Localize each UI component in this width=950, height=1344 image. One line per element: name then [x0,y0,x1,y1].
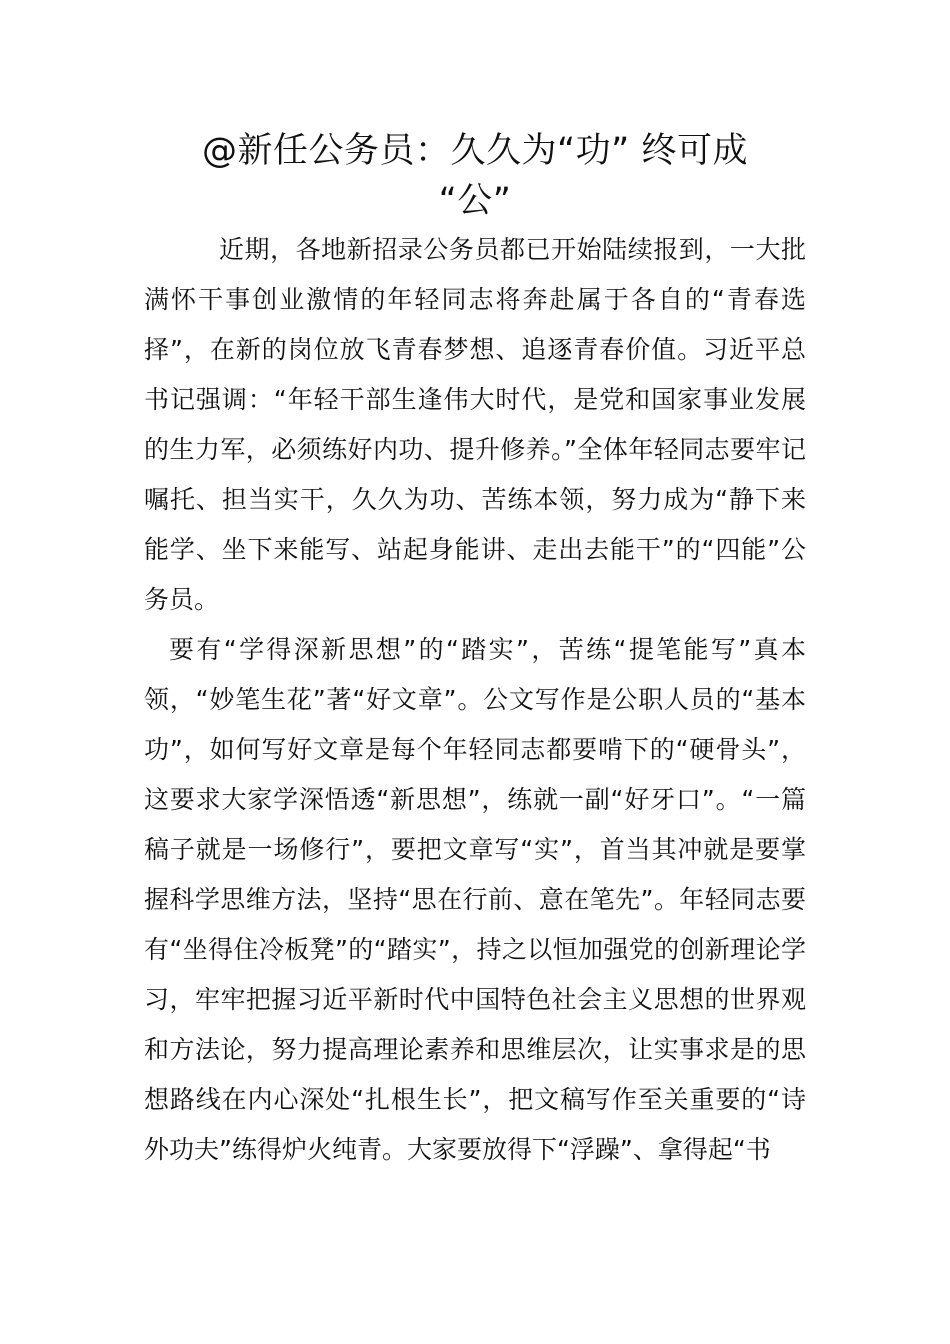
paragraph: 近期，各地新招录公务员都已开始陆续报到，一大批满怀干事创业激情的年轻同志将奔赴属于各自的“青春选择”，在新的岗位放飞青春梦想、追逐青春价值。习近平总书记强调：“年轻干部生逢伟大时代，是党和国家事业发展的生力军，必须练好内功、提升修养。”全体年轻同志要牢记嘱托、担当实干，久久为功、苦练本领，努力成为“静下来能学、坐下来能写、站起身能讲、走出去能干”的“四能”公务员。 [144,235,806,614]
title-line-2: “公” [438,181,512,221]
document-body [144,225,806,1175]
title-line-1: @新任公务员：久久为“功” 终可成 [202,131,748,171]
paragraph: 要有“学得深新思想”的“踏实”，苦练“提笔能写”真本领，“妙笔生花”著“好文章”。公文写作是公职人员的“基本功”，如何写好文章是每个年轻同志都要啃下的“硬骨头”，这要求大家学深悟透“新思想”，练就一副“好牙口”。“一篇稿子就是一场修行”，要把文章写“实”，首当其冲就是要掌握科学思维方法，坚持“思在行前、意在笔先”。年轻同志要有“坐得住冷板凳”的“踏实”，持之以恒加强党的创新理论学习，牢牢把握习近平新时代中国特色社会主义思想的世界观和方法论，努力提高理论素养和思维层次，让实事求是的思想路线在内心深处“扎根生长”，把文稿写作至关重要的“诗外功夫”练得炉火纯青。大家要放得下“浮躁”、拿得起“书 [144,635,806,1164]
document-title [150,126,800,226]
